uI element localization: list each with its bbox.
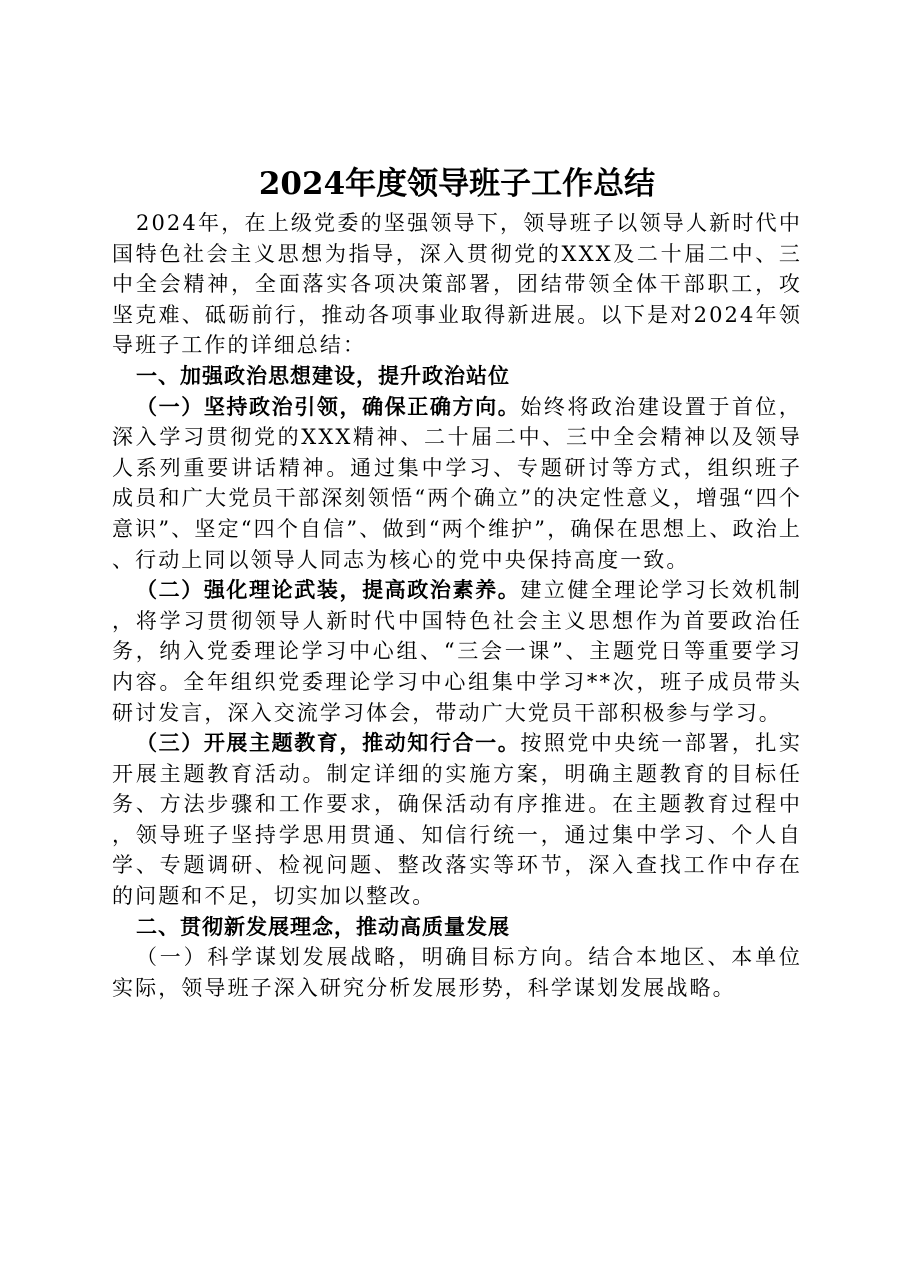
item-lead: （一）坚持政治引领，确保正确方向。 <box>136 394 521 419</box>
document-body <box>112 160 802 1003</box>
section-1-item-3 <box>112 728 802 912</box>
intro-paragraph: 2024年，在上级党委的坚强领导下，领导班子以领导人新时代中国特色社会主义思想为指导，深入贯彻党的XXX及二十届二中、三中全会精神，全面落实各项决策部署，团结带领全体干部职工，攻坚克难、砥砺前行，推动各项事业取得新进展。以下是对2024年领导班子工作的详细总结： <box>112 211 802 358</box>
section-2-item-1 <box>112 942 802 1003</box>
item-body: 始终将政治建设置于首位，深入学习贯彻党的XXX精神、二十届二中、三中全会精神以及领导人系列重要讲话精神。通过集中学习、专题研讨等方式，组织班子成员和广大党员干部深刻领悟“两个确立”的决定性意义，增强“四个意识”、坚定“四个自信”、做到“两个维护”，确保在思想上、政治上、行动上同以领导人同志为核心的党中央保持高度一致。 <box>112 394 803 572</box>
item-body: 按照党中央统一部署，扎实开展主题教育活动。制定详细的实施方案，明确主题教育的目标任务、方法步骤和工作要求，确保活动有序推进。在主题教育过程中，领导班子坚持学思用贯通、知信行统一，通过集中学习、个人自学、专题调研、检视问题、整改落实等环节，深入查找工作中存在的问题和不足，切实加以整改。 <box>112 731 803 909</box>
section-heading-2: 二、贯彻新发展理念，推动高质量发展 <box>136 914 510 939</box>
item-lead: （一）科学谋划发展战略，明确目标方向。 <box>136 945 589 970</box>
section-heading-1: 一、加强政治思想建设，提升政治站位 <box>136 363 510 388</box>
section-1-item-1 <box>112 392 802 576</box>
document-title: 2024年度领导班子工作总结 <box>258 166 656 202</box>
item-lead: （三）开展主题教育，推动知行合一。 <box>136 731 521 756</box>
item-lead: （二）强化理论武装，提高政治素养。 <box>136 578 521 603</box>
section-1-item-2 <box>112 575 802 728</box>
item-body: 建立健全理论学习长效机制，将学习贯彻领导人新时代中国特色社会主义思想作为首要政治任务，纳入党委理论学习中心组、“三会一课”、主题党日等重要学习内容。全年组织党委理论学习中心组集中学习**次，班子成员带头研讨发言，深入交流学习体会，带动广大党员干部积极参与学习。 <box>112 578 803 725</box>
item-body: 结合本地区、本单位实际，领导班子深入研究分析发展形势，科学谋划发展战略。 <box>112 945 802 1000</box>
